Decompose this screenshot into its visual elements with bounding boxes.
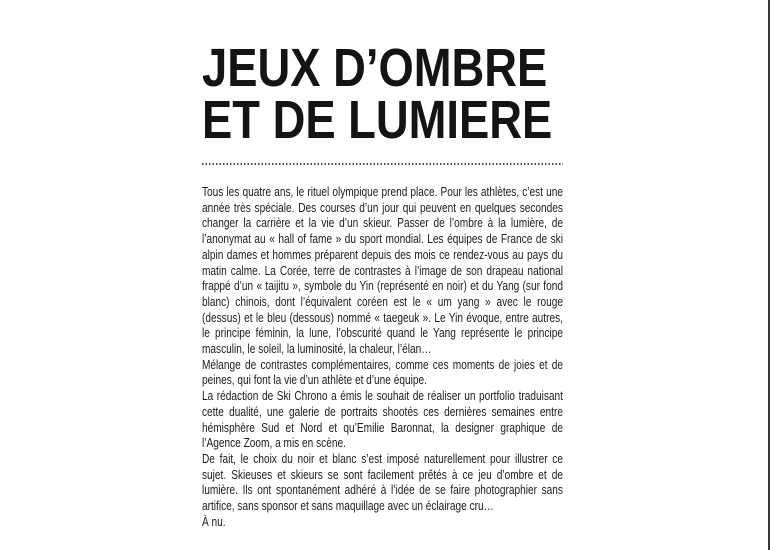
article-title [202, 38, 553, 150]
article-paragraph: À nu. [202, 513, 226, 529]
article-title-line-1: JEUX D’OMBRE [202, 38, 548, 98]
article-title-line-2: ET DE LUMIERE [202, 90, 553, 150]
dotted-divider [202, 163, 563, 165]
article-paragraph: La rédaction de Ski Chrono a émis le souhait de réaliser un portfolio traduisant cette dualité, une galerie de portraits shootés ces dernières semaines entre hémisphère Sud et Nord et qu’Emilie Baronnat, la designer graphique de l’Agence Zoom, a mis en scène. [202, 388, 563, 451]
article-body [202, 184, 563, 529]
article-column [202, 38, 563, 529]
article-paragraph: Tous les quatre ans, le rituel olympique prend place. Pour les athlètes, c’est une année très spéciale. Des courses d’un jour qui peuvent en quelques secondes changer la carrière et la vie d’un skieur. Passer de l’ombre à la lumière, de l’anonymat au « hall of fame » du sport mondial. Les équipes de France de ski alpin dames et hommes préparent depuis des mois ce rendez-vous au pays du matin calme. La Corée, terre de contrastes à l’image de son drapeau national frappé d’un « taijitu », symbole du Yin (représenté en noir) et du Yang (sur fond blanc) chinois, dont l’équivalent coréen est le « um yang » avec le rouge (dessus) et le bleu (dessous) nommé « taegeuk ». Le Yin évoque, entre autres, le principe féminin, la lune, l’obscurité quand le Yang représente le principe masculin, le soleil, la luminosité, la chaleur, l’élan… [202, 184, 563, 357]
article-paragraph: Mélange de contrastes complémentaires, comme ces moments de joies et de peines, qui font la vie d’un athlète et d’une équipe. [202, 356, 563, 388]
article-paragraph: De fait, le choix du noir et blanc s’est imposé naturellement pour illustrer ce sujet. Skieuses et skieurs se sont facilement prêtés à ce jeu d’ombre et de lumière. Ils ont spontanément adhéré à l’idée de se faire photographier sans artifice, sans sponsor et sans maquillage avec un éclairage cru… [202, 450, 563, 514]
